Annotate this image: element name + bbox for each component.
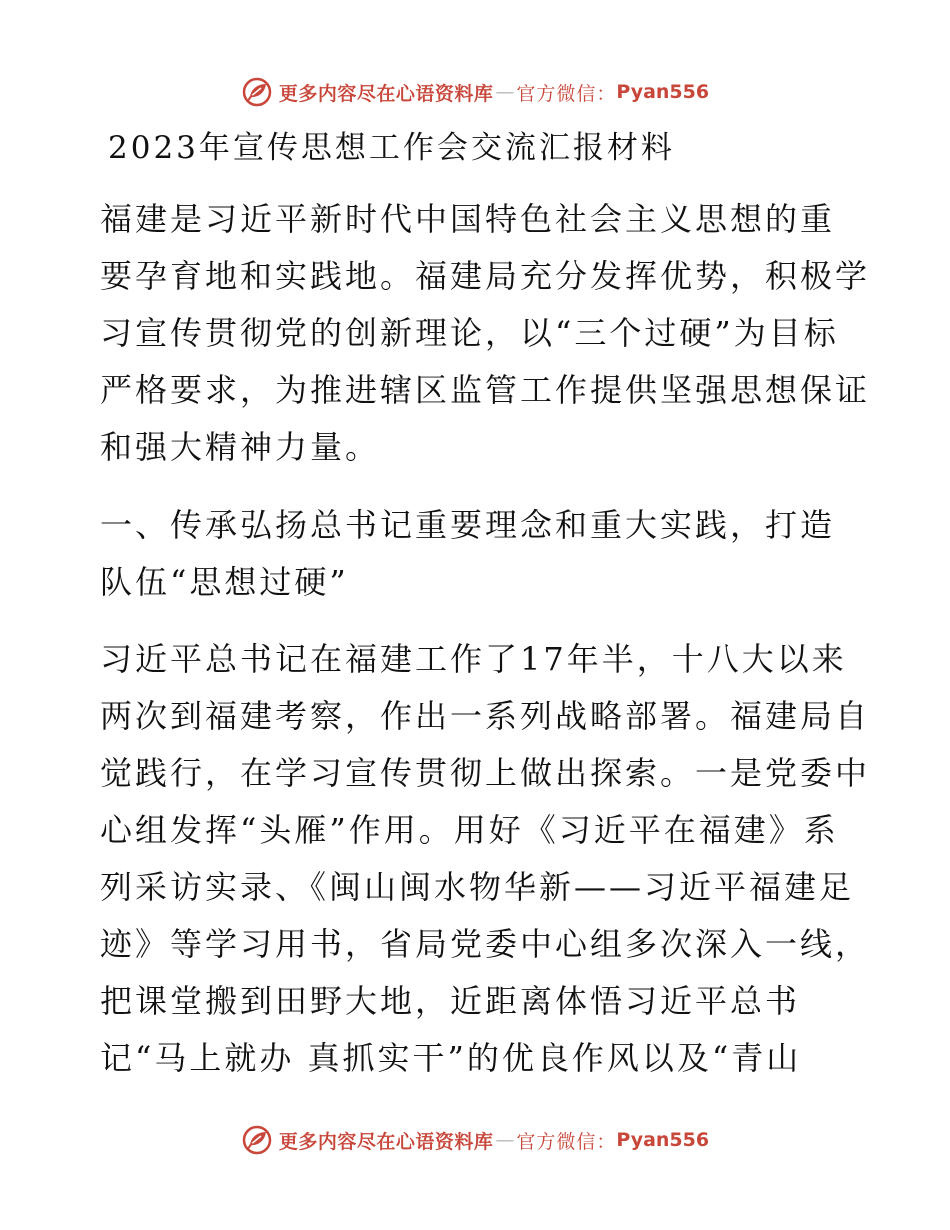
document-title: 2023年宣传思想工作会交流汇报材料 xyxy=(108,130,675,166)
watermark-header xyxy=(0,72,950,112)
paragraph-line: 心组发挥“头雁”作用。用好《习近平在福建》系 xyxy=(100,811,839,849)
paragraph-line: 习宣传贯彻党的创新理论，以“三个过硬”为目标 xyxy=(100,314,839,352)
watermark-footer xyxy=(0,1120,950,1160)
paragraph-line: 福建是习近平新时代中国特色社会主义思想的重 xyxy=(100,200,836,238)
watermark-wechat-id: Pyan556 xyxy=(616,81,710,103)
paragraph-line: 严格要求，为推进辖区监管工作提供坚强思想保证 xyxy=(100,371,871,409)
paragraph-line: 要孕育地和实践地。福建局充分发挥优势，积极学 xyxy=(100,257,871,295)
paragraph-line: 习近平总书记在福建工作了17年半，十八大以来 xyxy=(100,640,847,678)
paragraph-intro xyxy=(100,191,871,476)
paragraph-line: 迹》等学习用书，省局党委中心组多次深入一线， xyxy=(100,925,871,963)
paragraph-line: 记“马上就办 真抓实干”的优良作风以及“青山 xyxy=(100,1039,802,1077)
watermark-text: 更多内容尽在心语资料库 xyxy=(278,82,494,105)
watermark-wechat-label: 官方微信： xyxy=(516,1130,617,1153)
paragraph-section-1-body xyxy=(100,631,871,1087)
watermark-dash: — xyxy=(495,81,515,103)
paragraph-line: 把课堂搬到田野大地，近距离体悟习近平总书 xyxy=(100,982,801,1020)
leaf-logo-icon xyxy=(241,76,273,108)
section-heading-1 xyxy=(100,497,850,611)
paragraph-line: 和强大精神力量。 xyxy=(100,428,381,466)
watermark-wechat-id: Pyan556 xyxy=(616,1129,710,1151)
paragraph-line: 两次到福建考察，作出一系列战略部署。福建局自 xyxy=(100,697,871,735)
watermark-text: 更多内容尽在心语资料库 xyxy=(278,1130,494,1153)
watermark-wechat-label: 官方微信： xyxy=(516,82,617,105)
heading-line: 队伍“思想过硬” xyxy=(100,563,349,601)
leaf-logo-icon xyxy=(241,1124,273,1156)
watermark-dash: — xyxy=(495,1129,515,1151)
paragraph-line: 觉践行，在学习宣传贯彻上做出探索。一是党委中 xyxy=(100,754,871,792)
paragraph-line: 列采访实录、《闽山闽水物华新——习近平福建足 xyxy=(100,868,855,906)
heading-line: 一、传承弘扬总书记重要理念和重大实践，打造 xyxy=(100,506,836,544)
